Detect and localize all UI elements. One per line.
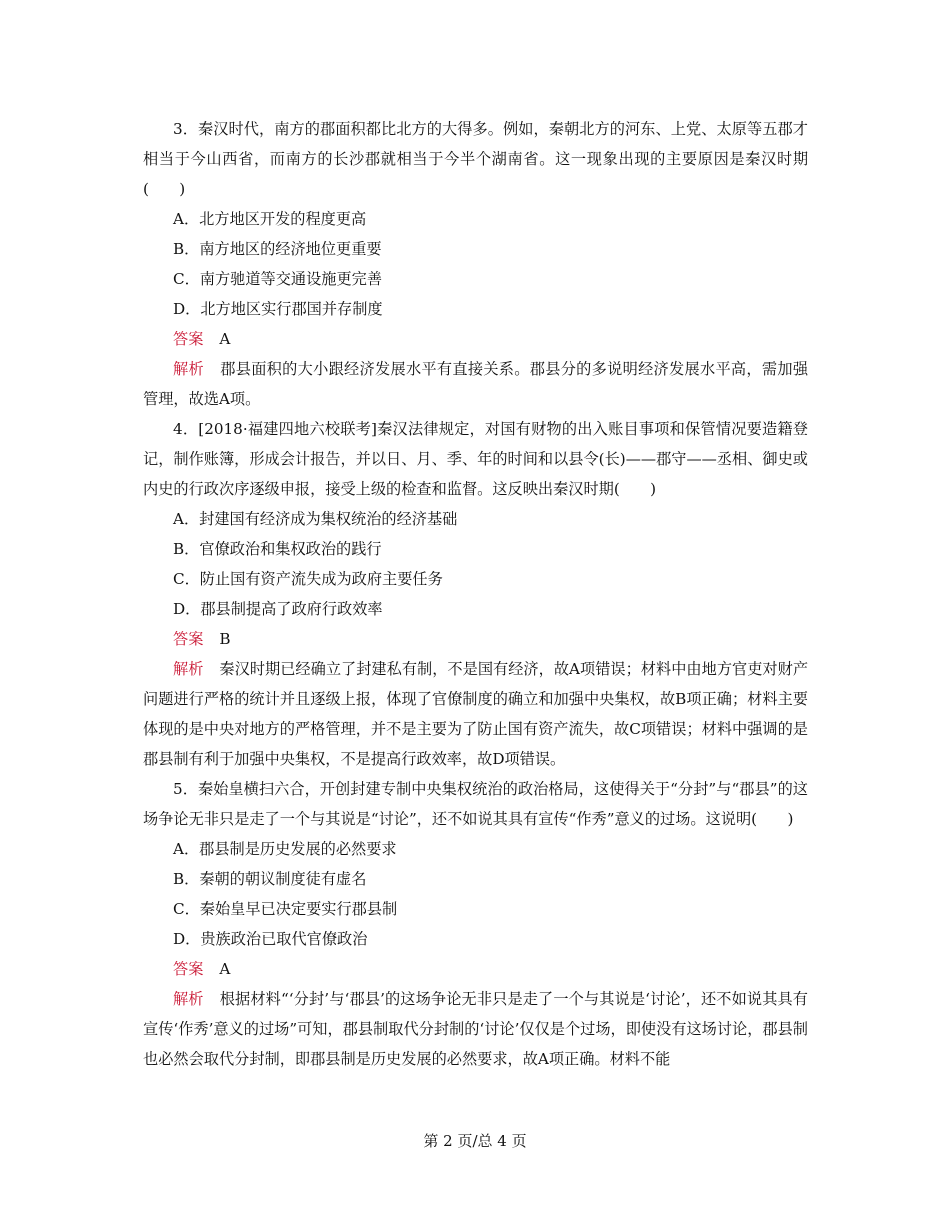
answer-line [143,324,808,354]
option-b: B．官僚政治和集权政治的践行 [173,540,382,558]
answer-label: 答案 [173,330,204,348]
option-a: A．郡县制是历史发展的必然要求 [173,840,397,858]
option-b: B．秦朝的朝议制度徒有虚名 [173,870,367,888]
answer-value: A [219,960,231,978]
option-a: A．北方地区开发的程度更高 [173,210,367,228]
analysis-text: 秦汉时期已经确立了封建私有制，不是国有经济，故A项错误；材料中由地方官吏对财产问题进行严格的统计并且逐级上报，体现了官僚制度的确立和加强中央集权，故B项正确；材料主要体现的是中央对地方的严格管理，并不是主要为了防止国有资产流失，故C项错误；材料中强调的是郡县制有利于加强中央集权，不是提高行政效率，故D项错误。 [143,660,809,768]
question-3 [143,114,808,414]
analysis-label: 解析 [173,360,204,378]
answer-label: 答案 [173,960,204,978]
option-c: C．秦始皇早已决定要实行郡县制 [173,900,398,918]
analysis-paragraph [143,984,808,1074]
option-d: D．贵族政治已取代官僚政治 [173,930,368,948]
analysis-text: 根据材料“‘分封’与‘郡县’的这场争论无非只是走了一个与其说是‘讨论’，还不如说其具有宣传‘作秀’意义的过场”可知，郡县制取代分封制的‘讨论’仅仅是个过场，即使没有这场讨论，郡县制也必然会取代分封制，即郡县制是历史发展的必然要求，故A项正确。材料不能 [143,990,808,1068]
option-c: C．防止国有资产流失成为政府主要任务 [173,570,443,588]
option-d: D．北方地区实行郡国并存制度 [173,300,383,318]
analysis-text: 郡县面积的大小跟经济发展水平有直接关系。郡县分的多说明经济发展水平高，需加强管理，故选A项。 [143,360,809,408]
answer-line [143,624,808,654]
document-content [143,114,808,1074]
page-footer: 第 2 页/总 4 页 [423,1132,527,1150]
option-c: C．南方驰道等交通设施更完善 [173,270,383,288]
answer-label: 答案 [173,630,204,648]
analysis-label: 解析 [173,660,204,678]
question-stem: 4．[2018·福建四地六校联考]秦汉法律规定，对国有财物的出入账目事项和保管情况要造籍登记，制作账簿，形成会计报告，并以日、月、季、年的时间和以县令(长)——郡守——丞相、御史或内史的行政次序逐级申报，接受上级的检查和监督。这反映出秦汉时期( ) [143,420,808,498]
answer-value: A [219,330,231,348]
question-stem: 3．秦汉时代，南方的郡面积都比北方的大得多。例如，秦朝北方的河东、上党、太原等五郡才相当于今山西省，而南方的长沙郡就相当于今半个湖南省。这一现象出现的主要原因是秦汉时期( ) [143,120,808,198]
option-d: D．郡县制提高了政府行政效率 [173,600,383,618]
analysis-label: 解析 [173,990,204,1008]
option-a: A．封建国有经济成为集权统治的经济基础 [173,510,458,528]
answer-value: B [219,630,231,648]
question-stem: 5．秦始皇横扫六合，开创封建专制中央集权统治的政治格局，这使得关于“分封”与“郡县”的这场争论无非只是走了一个与其说是“讨论”，还不如说其具有宣传“作秀”意义的过场。这说明( ) [143,780,808,828]
option-b: B．南方地区的经济地位更重要 [173,240,382,258]
analysis-paragraph [143,654,808,774]
answer-line [143,954,808,984]
analysis-paragraph [143,354,808,414]
question-5 [143,774,808,1074]
question-4 [143,414,808,774]
